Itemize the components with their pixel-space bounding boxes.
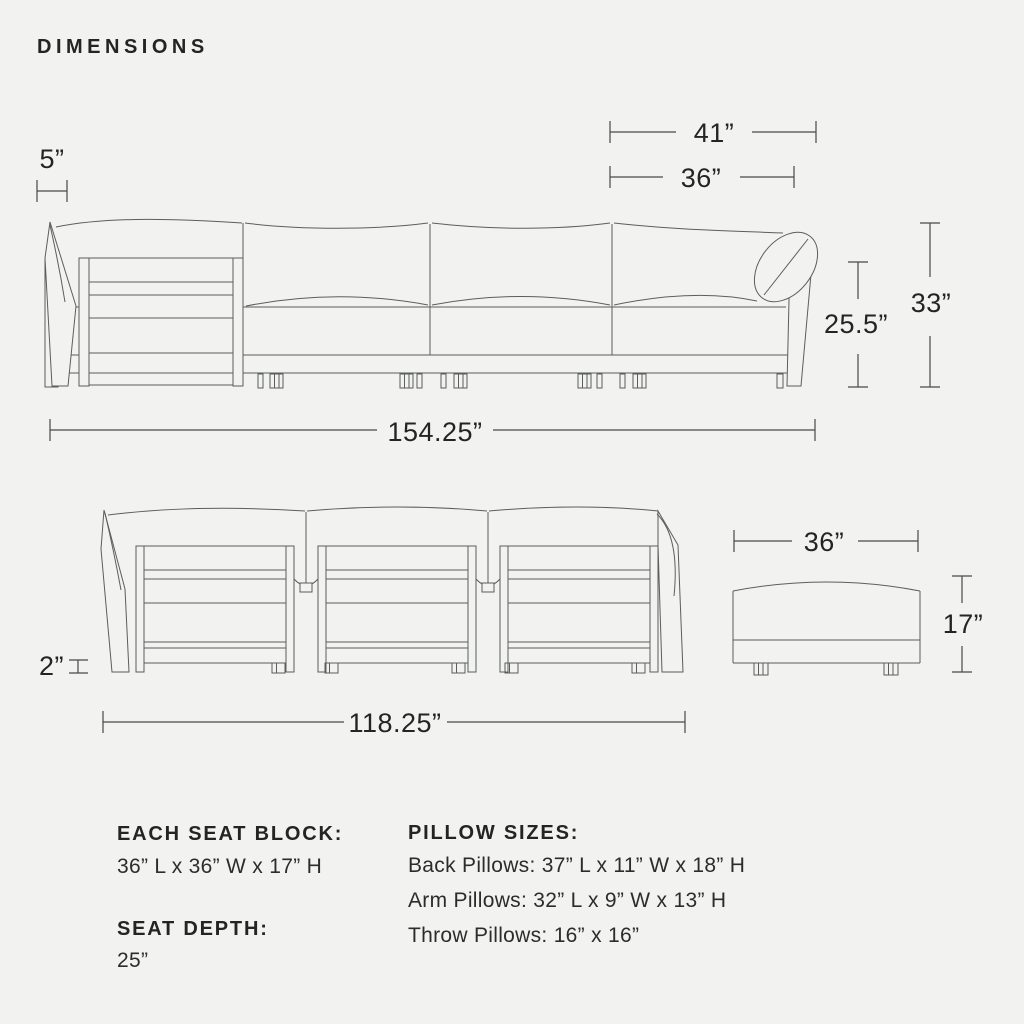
back-cushions-top [108, 507, 658, 515]
back-feet-inner-lines [277, 663, 637, 673]
dim-leg-height-2 [39, 651, 88, 681]
pillow-arm-line: Arm Pillows: 32” L x 9” W x 13” H [408, 889, 727, 912]
dim-label-5: 5” [39, 144, 65, 174]
front-cushion-bottom-curves [246, 295, 757, 306]
seat-block-heading: EACH SEAT BLOCK: [117, 823, 344, 845]
dim-overall-height-33 [911, 223, 952, 387]
front-corner-frame [79, 258, 243, 385]
pillow-sizes-heading: PILLOW SIZES: [408, 822, 580, 844]
dim-label-17: 17” [942, 609, 984, 639]
page-title: DIMENSIONS [37, 36, 209, 58]
front-corner-frame-right-post [233, 258, 243, 386]
front-cushion-seams [243, 223, 612, 355]
pillow-throw-line: Throw Pillows: 16” x 16” [408, 924, 640, 947]
front-left-arm [45, 222, 76, 386]
seat-depth-heading: SEAT DEPTH: [117, 918, 269, 940]
sofa-front-view [45, 219, 830, 388]
dim-frame-width-118-25 [103, 708, 685, 738]
seat-block-value: 36” L x 36” W x 17” H [117, 855, 323, 878]
front-corner-cushion-top [56, 219, 242, 227]
dim-label-25-5: 25.5” [823, 309, 889, 339]
back-right-arm [658, 511, 683, 672]
back-connector-1 [300, 583, 312, 592]
dim-ottoman-width-36 [734, 527, 918, 557]
back-left-arm [101, 510, 129, 672]
dim-overall-width-154-25 [50, 417, 815, 447]
dim-label-33: 33” [910, 288, 952, 318]
back-feet [272, 663, 645, 673]
back-connector-2 [482, 583, 494, 592]
ottoman-drawing [733, 582, 920, 675]
dim-end-module-41 [610, 118, 816, 148]
back-module-2 [318, 546, 476, 672]
front-legs-inner-lines [275, 374, 643, 388]
front-legs-thin [258, 374, 783, 388]
ottoman-legs [754, 663, 898, 675]
dim-back-panel-5 [37, 144, 67, 202]
dim-arm-height-25-5 [824, 262, 888, 387]
dim-label-2: 2” [38, 651, 64, 681]
back-module-1 [136, 546, 294, 672]
dim-label-36-ottoman: 36” [803, 527, 845, 557]
seat-depth-value: 25” [117, 949, 149, 972]
sofa-back-view [101, 507, 683, 673]
dim-label-36-front: 36” [680, 163, 722, 193]
ottoman-top-curve [733, 582, 920, 591]
front-corner-frame-left-post [79, 258, 89, 386]
dim-module-36 [610, 163, 794, 193]
spec-columns [117, 822, 745, 972]
ottoman-dimensions [734, 527, 983, 672]
dim-label-118-25: 118.25” [348, 708, 442, 738]
back-module-3 [500, 546, 658, 672]
pillow-back-line: Back Pillows: 37” L x 11” W x 18” H [408, 854, 746, 877]
dim-ottoman-height-17 [943, 576, 984, 672]
ottoman-body [733, 591, 920, 663]
front-back-cushions-top [245, 223, 783, 233]
dim-label-41: 41” [693, 118, 735, 148]
dim-label-154-25: 154.25” [387, 417, 483, 447]
